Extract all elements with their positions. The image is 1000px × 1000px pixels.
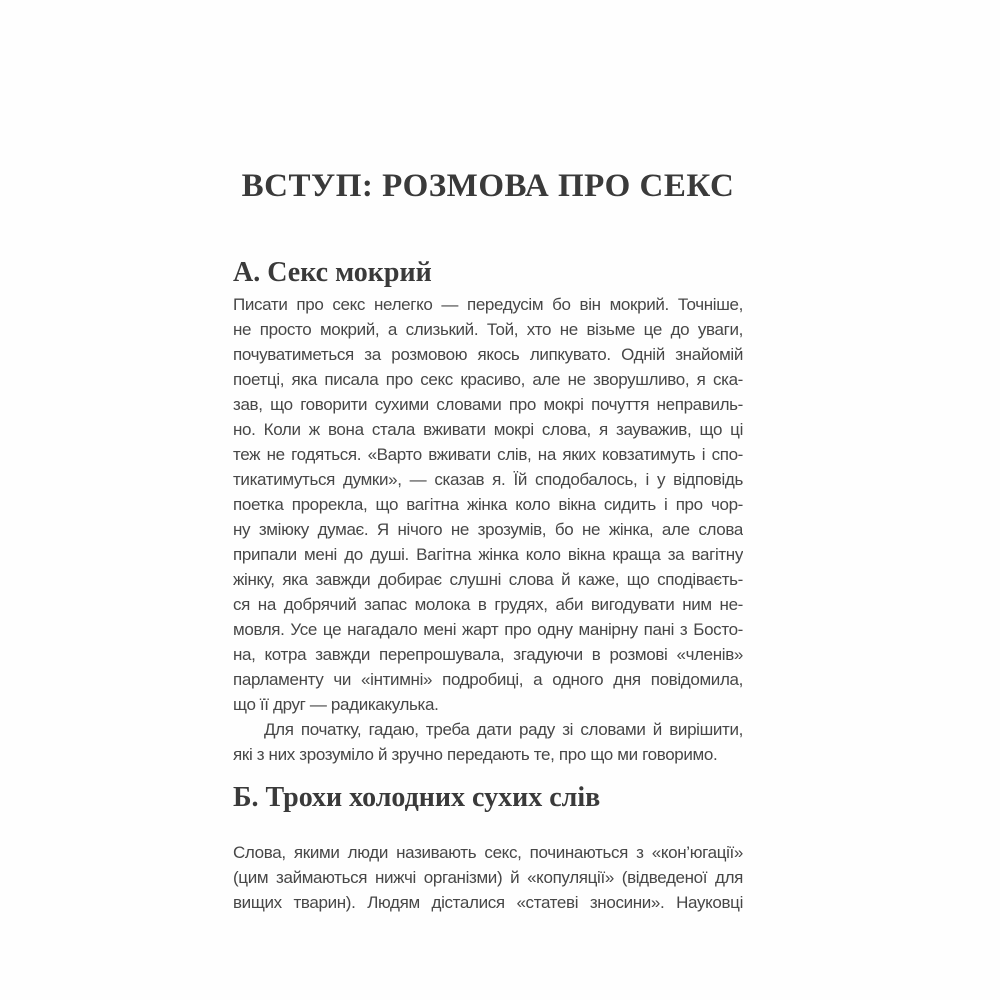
text-line: (цим займаються нижчі організми) й «копуляції» (відведеної для	[233, 868, 743, 887]
text-line: жінку, яка завжди добирає слушні слова й каже, що сподіваєть-	[233, 570, 743, 589]
text-line: вищих тварин). Людям дісталися «статеві зносини». Науковці	[233, 893, 743, 912]
section-a-heading: А. Секс мокрий	[233, 257, 432, 288]
text-line: мовля. Усе це нагадало мені жарт про одну манірну пані з Босто-	[233, 620, 743, 639]
section-b-body-text	[233, 840, 743, 915]
text-line: тикатимуться думки», — сказав я. Їй сподобалось, і у відповідь	[233, 470, 743, 489]
text-line: які з них зрозуміло й зручно передають те, про що ми говоримо.	[233, 745, 718, 764]
section-b-heading: Б. Трохи холодних сухих слів	[233, 782, 601, 813]
text-line: що її друг — радикакулька.	[233, 695, 439, 714]
chapter-title: ВСТУП: РОЗМОВА ПРО СЕКС	[241, 168, 735, 204]
text-line: не просто мокрий, а слизький. Той, хто не візьме це до уваги,	[233, 320, 743, 339]
text-line: Слова, якими люди називають секс, починаються з «кон’югації»	[233, 843, 743, 862]
text-line: теж не годяться. «Варто вживати слів, на яких ковзатимуть і спо-	[233, 445, 743, 464]
text-line: ся на добрячий запас молока в грудях, аби вигодувати ним не-	[233, 595, 743, 614]
text-line: припали мені до душі. Вагітна жінка коло вікна краща за вагітну	[233, 545, 743, 564]
text-line: ну зміюку думає. Я нічого не зрозумів, бо не жінка, але слова	[233, 520, 743, 539]
text-line: поетка прорекла, що вагітна жінка коло вікна сидить і про чор-	[233, 495, 743, 514]
text-line: Для початку, гадаю, треба дати раду зі словами й вирішити,	[264, 720, 743, 739]
section-a-body-text	[233, 292, 743, 767]
text-line: зав, що говорити сухими словами про мокрі почуття неправиль-	[233, 395, 743, 414]
text-line: поетці, яка писала про секс красиво, але не зворушливо, я ска-	[233, 370, 743, 389]
text-line: парламенту чи «інтимні» подробиці, а одного дня повідомила,	[233, 670, 743, 689]
text-line: Писати про секс нелегко — передусім бо він мокрий. Точніше,	[233, 295, 743, 314]
text-line: но. Коли ж вона стала вживати мокрі слова, я зауважив, що ці	[233, 420, 743, 439]
text-line: почуватиметься за розмовою якось липкувато. Одній знайомій	[233, 345, 743, 364]
text-line: на, котра завжди перепрошувала, згадуючи в розмові «членів»	[233, 645, 743, 664]
